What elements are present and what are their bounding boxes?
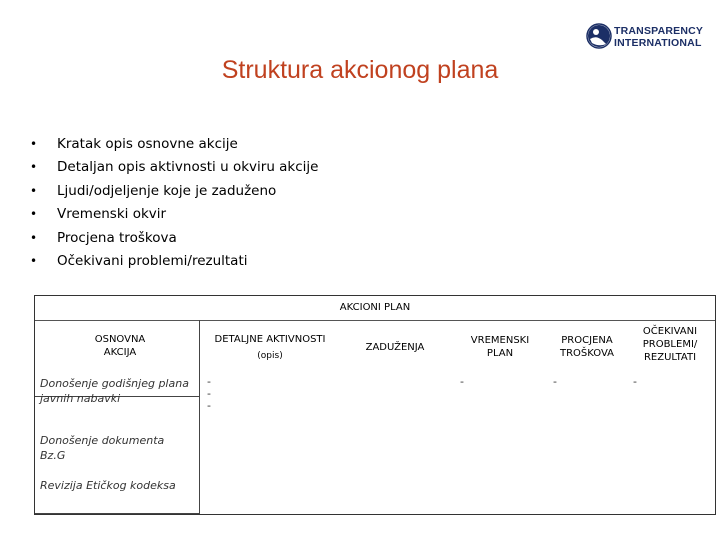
bullet-dot-icon: • xyxy=(30,230,38,245)
slide-title: Struktura akcionog plana xyxy=(221,56,499,84)
bullet-item xyxy=(30,156,318,179)
column-header-line: REZULTATI xyxy=(643,352,697,363)
bullet-item xyxy=(30,133,318,156)
action-cell-line: Donošenje godišnjeg plana xyxy=(40,377,189,390)
dash-mark: - xyxy=(207,375,211,388)
vremenski-dash: - xyxy=(460,375,464,388)
bullet-item xyxy=(30,227,318,250)
bullet-dot-icon: • xyxy=(30,137,38,151)
bullet-item xyxy=(30,203,318,226)
bullet-text: Procjena troškova xyxy=(57,229,177,246)
action-plan-table xyxy=(34,295,716,515)
column-header-line: PLAN xyxy=(486,348,514,359)
logo-text-line1: TRANSPARENCY xyxy=(614,25,704,37)
bullet-item xyxy=(30,180,318,203)
logo-text-line2: INTERNATIONAL xyxy=(614,37,702,49)
column-header-osnovna-akcija xyxy=(75,333,165,359)
column-header-line: TROŠKOVA xyxy=(559,348,615,359)
bullet-item xyxy=(30,250,318,273)
column-header-line: AKCIJA xyxy=(103,347,137,358)
action-cell-godisnji-plan xyxy=(40,376,200,406)
ocekivani-dash: - xyxy=(633,375,637,388)
procjena-dash: - xyxy=(553,375,557,388)
bullet-text: Ljudi/odjeljenje koje je zaduženo xyxy=(57,182,277,199)
column-header-line: DETALJNE AKTIVNOSTI xyxy=(214,334,326,345)
column-header-line: OČEKIVANI xyxy=(642,326,698,337)
column-header-line: ZADUŽENJA xyxy=(365,342,425,353)
column-header-vremenski-plan xyxy=(455,334,545,360)
bullet-dot-icon: • xyxy=(30,207,38,222)
bullet-text: Detaljan opis aktivnosti u okviru akcije xyxy=(57,159,319,176)
column-header-procjena-troskova xyxy=(542,334,632,360)
ti-globe-logo-icon xyxy=(586,23,612,49)
bullet-dot-icon: • xyxy=(30,183,38,198)
bullet-text: Vremenski okvir xyxy=(57,206,167,223)
bullet-text: Očekivani problemi/rezultati xyxy=(57,252,248,269)
column-header-line: VREMENSKI xyxy=(470,335,530,346)
bullet-text: Kratak opis osnovne akcije xyxy=(57,136,238,152)
bullet-dot-icon: • xyxy=(30,160,38,175)
action-plan-title: AKCIONI PLAN xyxy=(339,302,411,313)
column-header-line: PROBLEMI/ xyxy=(642,339,698,350)
column-header-line: OSNOVNA xyxy=(94,334,146,345)
action-cell-line: Revizija Etičkog kodeksa xyxy=(40,479,176,492)
dash-mark: - xyxy=(207,399,211,412)
action-cell-revizija-kodeksa xyxy=(40,478,200,493)
action-cell-line: Donošenje dokumenta xyxy=(40,434,165,447)
detail-dash-list xyxy=(207,376,211,412)
action-cell-line: Bz.G xyxy=(40,449,66,462)
bullet-dot-icon: • xyxy=(30,253,38,268)
column-header-zaduzenja xyxy=(350,341,440,354)
dash-mark: - xyxy=(207,387,211,400)
transparency-international-logo xyxy=(586,22,716,52)
column-header-line: PROCJENA xyxy=(561,335,613,346)
action-cell-line: javnih nabavki xyxy=(40,392,121,405)
action-cell-donosenje-dokumenta xyxy=(40,433,200,463)
column-header-ocekivani-problemi xyxy=(625,325,715,364)
bullet-list xyxy=(30,133,318,273)
column-header-detaljne-aktivnosti xyxy=(205,333,335,363)
column-header-line: (opis) xyxy=(257,351,283,361)
